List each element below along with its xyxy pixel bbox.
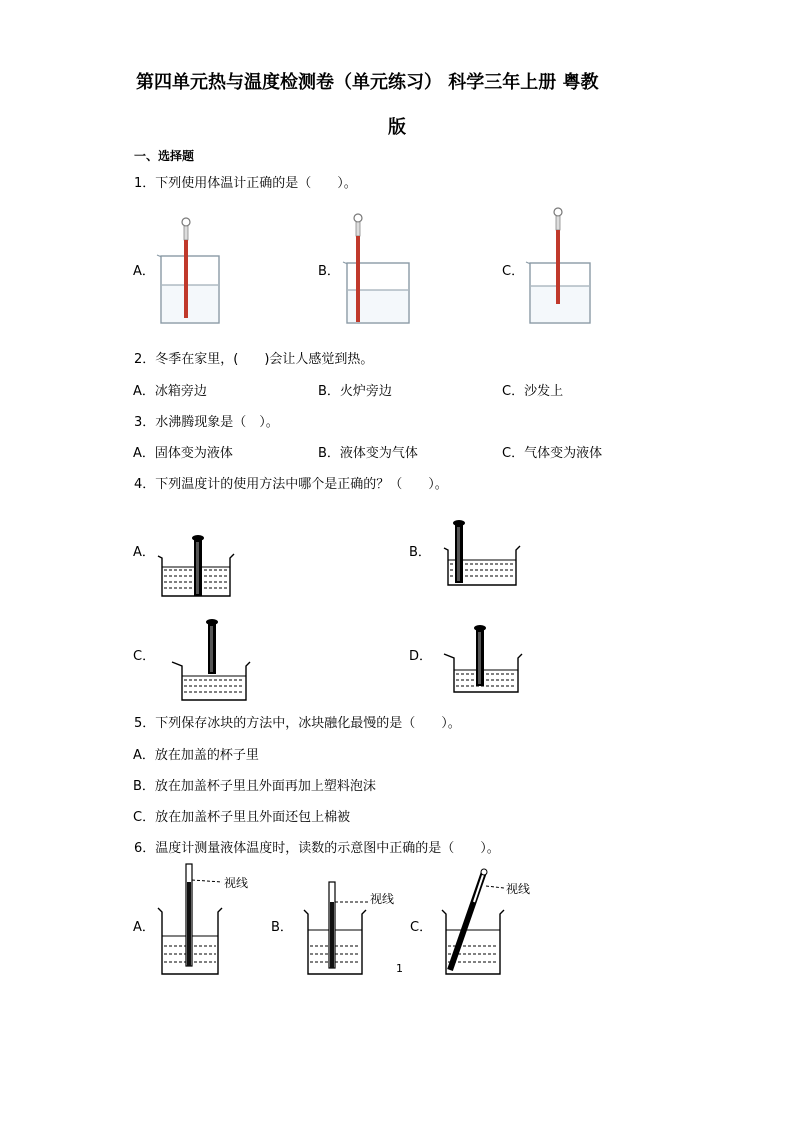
page-title-line-1: 第四单元热与温度检测卷（单元练习） 科学三年上册 粤教 (136, 72, 599, 93)
q4-option-b-label: B． (409, 545, 431, 560)
page-number: 1 (396, 962, 403, 975)
q4-option-c-label: C． (133, 649, 156, 664)
q2-option-c[interactable]: C．沙发上 (502, 384, 564, 399)
q6-option-c-figure[interactable] (442, 866, 542, 978)
q6-option-b-label: B． (271, 920, 293, 935)
q2-option-b[interactable]: B．火炉旁边 (318, 384, 392, 399)
question-4-stem: 4．下列温度计的使用方法中哪个是正确的？（ ）。 (134, 477, 448, 492)
q1-option-b-label: B． (318, 264, 340, 279)
q5-option-b[interactable]: B．放在加盖杯子里且外面再加上塑料泡沫 (133, 779, 376, 794)
beaker-thermometer-q4-d (444, 622, 526, 696)
q6-option-a-figure[interactable] (158, 862, 258, 978)
section-heading: 一、选择题 (134, 149, 195, 163)
q6-option-c-label: C． (410, 920, 433, 935)
question-5-stem: 5．下列保存冰块的方法中，冰块融化最慢的是（ ）。 (134, 716, 461, 731)
beaker-thermometer-q4-b (438, 518, 522, 588)
q4-option-d-figure[interactable] (444, 622, 526, 696)
q5-option-a[interactable]: A．放在加盖的杯子里 (133, 748, 259, 763)
q6-option-a-label: A． (133, 920, 155, 935)
question-2-stem: 2．冬季在家里，( )会让人感觉到热。 (134, 352, 374, 367)
q4-option-b-figure[interactable] (438, 518, 522, 588)
q3-option-c[interactable]: C．气体变为液体 (502, 446, 603, 461)
beaker-thermometer-q4-a (156, 532, 236, 598)
q1-option-b-figure[interactable] (338, 208, 418, 328)
beaker-thermometer-figure-c (522, 204, 602, 328)
q4-option-c-figure[interactable] (170, 616, 250, 702)
beaker-thermometer-figure-a (150, 210, 230, 328)
q4-option-d-label: D． (409, 649, 433, 664)
q1-option-c-label: C． (502, 264, 525, 279)
page-title-line-2: 版 (388, 117, 406, 138)
q4-option-a-label: A． (133, 545, 155, 560)
q2-option-a[interactable]: A．冰箱旁边 (133, 384, 207, 399)
question-6-stem: 6．温度计测量液体温度时，读数的示意图中正确的是（ ）。 (134, 841, 500, 856)
q3-option-a[interactable]: A．固体变为液体 (133, 446, 233, 461)
q1-option-c-figure[interactable] (522, 204, 602, 328)
q1-option-a-figure[interactable] (150, 210, 230, 328)
q6-a-sight-label: 视线 (224, 876, 249, 890)
q6-c-sight-label: 视线 (506, 882, 531, 896)
beaker-thermometer-q4-c (170, 616, 250, 702)
question-3-stem: 3．水沸腾现象是（ ）。 (134, 415, 279, 430)
q6-b-sight-label: 视线 (370, 892, 395, 906)
q1-option-a-label: A． (133, 264, 155, 279)
q4-option-a-figure[interactable] (156, 532, 236, 598)
beaker-thermometer-figure-b (338, 208, 418, 328)
q3-option-b[interactable]: B．液体变为气体 (318, 446, 418, 461)
q5-option-c[interactable]: C．放在加盖杯子里且外面还包上棉被 (133, 810, 351, 825)
question-1-stem: 1．下列使用体温计正确的是（ ）。 (134, 176, 357, 191)
